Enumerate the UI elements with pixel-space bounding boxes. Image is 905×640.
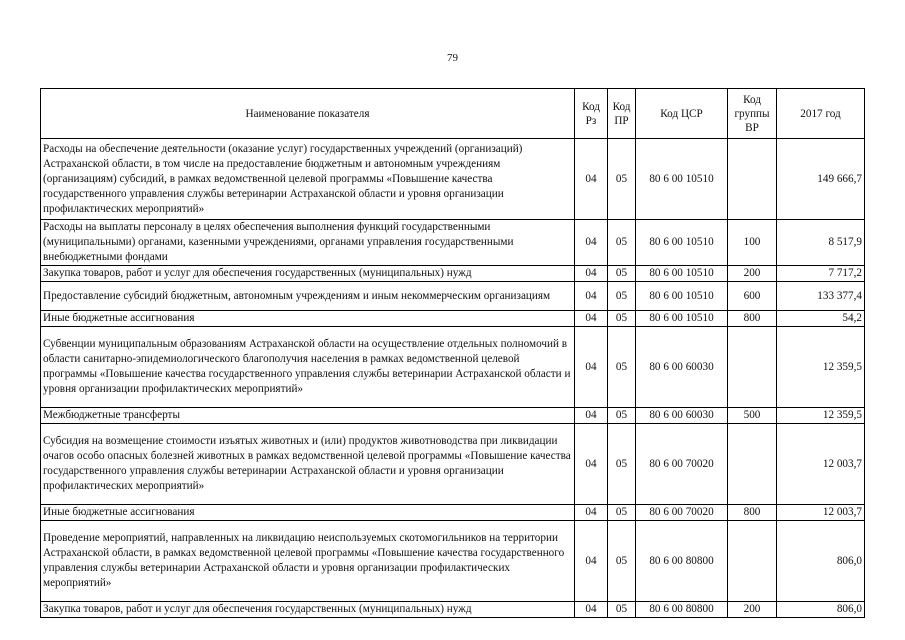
budget-table — [40, 88, 865, 618]
row-csr: 80 6 00 80800 — [636, 602, 728, 618]
table-row — [41, 282, 865, 311]
row-amount: 54,2 — [777, 311, 865, 327]
row-rz: 04 — [575, 521, 608, 602]
header-name: Наименование показателя — [41, 89, 575, 139]
row-name: Закупка товаров, работ и услуг для обеспечения государственных (муниципальных) нужд — [41, 602, 575, 618]
row-name: Иные бюджетные ассигнования — [41, 311, 575, 327]
row-rz: 04 — [575, 327, 608, 408]
row-csr: 80 6 00 10510 — [636, 282, 728, 311]
row-pr: 05 — [608, 139, 636, 220]
row-csr: 80 6 00 60030 — [636, 327, 728, 408]
row-amount: 12 003,7 — [777, 505, 865, 521]
row-csr: 80 6 00 10510 — [636, 311, 728, 327]
row-rz: 04 — [575, 311, 608, 327]
row-csr: 80 6 00 80800 — [636, 521, 728, 602]
row-amount: 12 003,7 — [777, 424, 865, 505]
row-pr: 05 — [608, 220, 636, 266]
header-rz: Код Рз — [575, 89, 608, 139]
row-vr — [728, 424, 777, 505]
row-name: Расходы на обеспечение деятельности (оказание услуг) государственных учреждений (организаций) Астраханской области, в том числе на предоставление бюджетным и автономным учреждениям (организациям) субсидий, в рамках ведомственной целевой программы «Повышение качества государственного управления службы ветеринарии Астраханской области и уровня организации профилактических мероприятий» — [41, 139, 575, 220]
row-vr — [728, 521, 777, 602]
row-amount: 12 359,5 — [777, 408, 865, 424]
row-pr: 05 — [608, 282, 636, 311]
row-pr: 05 — [608, 408, 636, 424]
row-rz: 04 — [575, 408, 608, 424]
row-rz: 04 — [575, 220, 608, 266]
table-header-row — [41, 89, 865, 139]
table-row — [41, 266, 865, 282]
row-csr: 80 6 00 70020 — [636, 424, 728, 505]
header-year: 2017 год — [777, 89, 865, 139]
row-pr: 05 — [608, 424, 636, 505]
row-csr: 80 6 00 10510 — [636, 139, 728, 220]
row-amount: 806,0 — [777, 602, 865, 618]
row-csr: 80 6 00 70020 — [636, 505, 728, 521]
table-row — [41, 408, 865, 424]
row-vr — [728, 139, 777, 220]
table-row — [41, 311, 865, 327]
row-amount: 133 377,4 — [777, 282, 865, 311]
row-amount: 8 517,9 — [777, 220, 865, 266]
row-vr: 200 — [728, 266, 777, 282]
row-name: Закупка товаров, работ и услуг для обеспечения государственных (муниципальных) нужд — [41, 266, 575, 282]
row-amount: 7 717,2 — [777, 266, 865, 282]
row-rz: 04 — [575, 505, 608, 521]
table-row — [41, 139, 865, 220]
row-pr: 05 — [608, 327, 636, 408]
row-vr: 800 — [728, 311, 777, 327]
row-name: Субсидия на возмещение стоимости изъятых животных и (или) продуктов животноводства при ликвидации очагов особо опасных болезней животных в рамках ведомственной целевой программы «Повышение качества государственного управления службы ветеринарии Астраханской области и уровня организации профилактических мероприятий» — [41, 424, 575, 505]
row-rz: 04 — [575, 282, 608, 311]
row-name: Предоставление субсидий бюджетным, автономным учреждениям и иным некоммерческим организациям — [41, 282, 575, 311]
table-row — [41, 220, 865, 266]
table-row — [41, 602, 865, 618]
row-vr: 500 — [728, 408, 777, 424]
row-rz: 04 — [575, 602, 608, 618]
table-row — [41, 327, 865, 408]
row-pr: 05 — [608, 521, 636, 602]
row-name: Проведение мероприятий, направленных на ликвидацию неиспользуемых скотомогильников на территории Астраханской области, в рамках ведомственной целевой программы «Повышение качества государственного управления службы ветеринарии Астраханской области и уровня организации профилактических мероприятий» — [41, 521, 575, 602]
header-pr: Код ПР — [608, 89, 636, 139]
header-csr: Код ЦСР — [636, 89, 728, 139]
row-csr: 80 6 00 10510 — [636, 220, 728, 266]
row-name: Расходы на выплаты персоналу в целях обеспечения выполнения функций государственными (муниципальными) органами, казенными учреждениями, органами управления государственными внебюджетными фондами — [41, 220, 575, 266]
row-pr: 05 — [608, 266, 636, 282]
row-vr: 100 — [728, 220, 777, 266]
row-rz: 04 — [575, 266, 608, 282]
row-pr: 05 — [608, 311, 636, 327]
page-number: 79 — [447, 52, 458, 64]
row-vr: 800 — [728, 505, 777, 521]
row-pr: 05 — [608, 505, 636, 521]
row-vr: 200 — [728, 602, 777, 618]
row-amount: 806,0 — [777, 521, 865, 602]
row-rz: 04 — [575, 139, 608, 220]
row-name: Иные бюджетные ассигнования — [41, 505, 575, 521]
table-row — [41, 505, 865, 521]
row-name: Субвенции муниципальным образованиям Астраханской области на осуществление отдельных полномочий в области санитарно-эпидемиологического благополучия населения в рамках ведомственной целевой программы «Повышение качества государственного управления службы ветеринарии Астраханской области и уровня организации профилактических мероприятий» — [41, 327, 575, 408]
row-amount: 12 359,5 — [777, 327, 865, 408]
row-name: Межбюджетные трансферты — [41, 408, 575, 424]
header-vr: Код группы ВР — [728, 89, 777, 139]
row-vr — [728, 327, 777, 408]
row-csr: 80 6 00 10510 — [636, 266, 728, 282]
row-csr: 80 6 00 60030 — [636, 408, 728, 424]
row-pr: 05 — [608, 602, 636, 618]
row-amount: 149 666,7 — [777, 139, 865, 220]
row-rz: 04 — [575, 424, 608, 505]
table-row — [41, 424, 865, 505]
table-row — [41, 521, 865, 602]
row-vr: 600 — [728, 282, 777, 311]
